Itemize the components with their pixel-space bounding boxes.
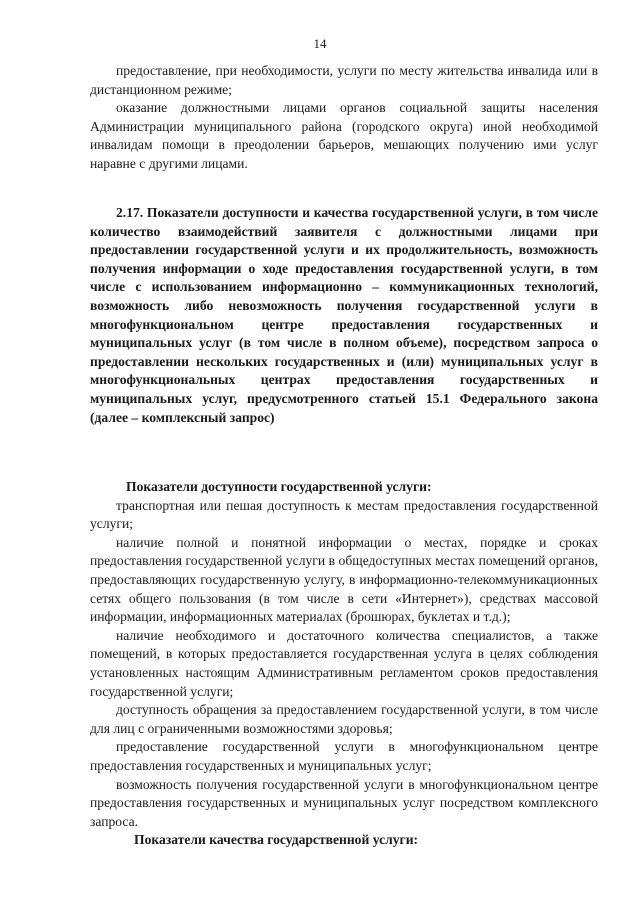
list-item: доступность обращения за предоставлением государственной услуги, в том числе для лиц с ограниченными возможностями здоровья; xyxy=(90,702,598,736)
section-heading: 2.17. Показатели доступности и качества государственной услуги, в том числе количество взаимодействий заявителя с должностными лицами при предоставлении государственной услуги и их продолжительность, возможность получения информации о ходе предоставления государственной услуги, в том числе с использованием информационно – коммуникационных технологий, возможность либо невозможность получения государственной услуги в многофункциональном центре предоставления государственных и муниципальных услуг (в том числе в полном объеме), посредством запроса о предоставлении нескольких государственных и (или) муниципальных услуг в многофункциональных центрах предоставления государственных и муниципальных услуг, предусмотренного статьей 15.1 Федерального закона (далее – комплексный запрос) xyxy=(90,205,598,425)
availability-heading: Показатели доступности государственной услуги: xyxy=(126,479,432,494)
section-2-17 xyxy=(90,204,598,427)
availability-section xyxy=(90,478,598,850)
page-number: 14 xyxy=(313,36,327,51)
paragraph: оказание должностными лицами органов социальной защиты населения Администрации муниципального района (городского округа) иной необходимой инвалидам помощи в преодолении барьеров, мешающих получению ими услуг наравне с другими лицами. xyxy=(90,100,598,171)
quality-heading: Показатели качества государственной услуги: xyxy=(134,832,419,848)
list-item: предоставление государственной услуги в многофункциональном центре предоставления государственных и муниципальных услуг; xyxy=(90,739,598,773)
top-section xyxy=(90,62,598,174)
list-item: транспортная или пешая доступность к местам предоставления государственной услуги; xyxy=(90,497,598,532)
list-item: возможность получения государственной услуги в многофункциональном центре предоставления государственных и муниципальных услуг посредством комплексного запроса. xyxy=(90,776,598,829)
list-item: наличие необходимого и достаточного количества специалистов, а также помещений, в которых предоставляется государственная услуга в целях соблюдения установленных настоящим Административным регламентом сроков предоставления государственной услуги; xyxy=(90,627,598,699)
paragraph: предоставление, при необходимости, услуги по месту жительства инвалида или в дистанционном режиме; xyxy=(90,63,598,97)
list-item: наличие полной и понятной информации о местах, порядке и сроках предоставления государственной услуги в общедоступных местах помещений органов, предоставляющих государственную услугу, в информационно-телекоммуникационных сетях общего пользования (в том числе в сети «Интернет»), средствах массовой информации, информационных материалах (брошюрах, буклетах и т.д.); xyxy=(90,534,598,625)
